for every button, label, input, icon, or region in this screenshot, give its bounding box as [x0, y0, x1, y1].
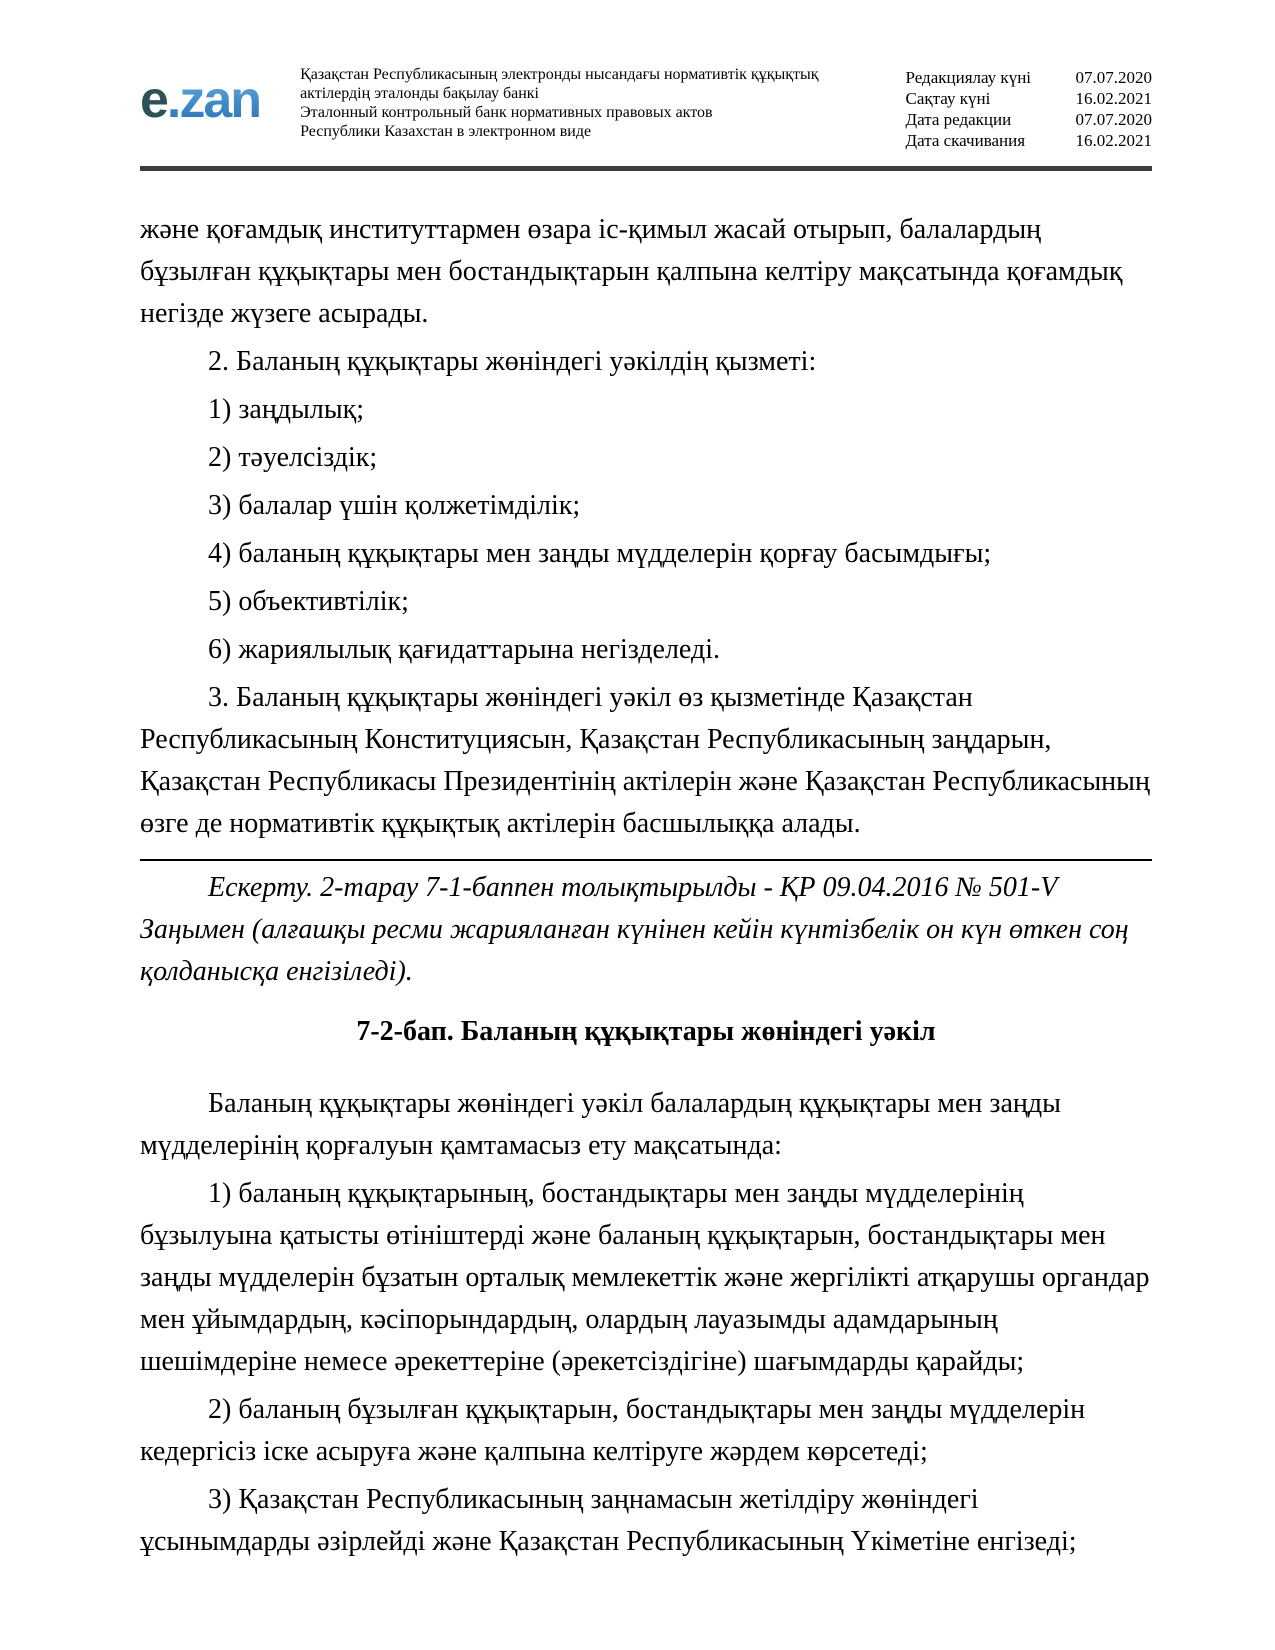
paragraph: 3. Баланың құқықтары жөніндегі уәкіл өз қызметінде Қазақстан Республикасының Конституциясын, Қазақстан Республикасының заңдарын, Қазақстан Республикасы Президентінің актілерін және Қазақстан Республикасының өзге де нормативтік құқықтық актілерін басшылыққа алады. — [140, 682, 1150, 839]
logo-part-e: e — [140, 71, 167, 129]
paragraph: 3) балалар үшін қолжетімділік; — [208, 490, 581, 521]
date-label: Сақтау күні — [905, 89, 991, 108]
paragraph: 3) Қазақстан Республикасының заңнамасын жетілдіру жөніндегі ұсынымдарды әзірлейді және Қазақстан Республикасының Үкіметіне енгізеді; — [140, 1484, 1077, 1557]
document-body — [140, 209, 1152, 1563]
paragraph: және қоғамдық институттармен өзара іс-қимыл жасай отырып, балалардың бұзылған құқықтары мен бостандықтарын қалпына келтіру мақсатында қоғамдық негізде жүзеге асырады. — [140, 214, 1123, 329]
section-heading: 7-2-бап. Баланың құқықтары жөніндегі уәкіл — [356, 1016, 936, 1047]
paragraph: 4) баланың құқықтары мен заңды мүдделерін қорғау басымдығы; — [208, 538, 992, 569]
header-title-russian: Эталонный контрольный банк нормативных правовых актов Республики Казахстан в электронном виде — [300, 104, 713, 140]
paragraph: 2) баланың бұзылған құқықтарын, бостандықтары мен заңды мүдделерін кедергісіз іске асыруға және қалпына келтіруге жәрдем көрсетеді; — [140, 1394, 1086, 1467]
date-value: 07.07.2020 — [1075, 68, 1152, 87]
date-row — [906, 88, 1153, 109]
date-value: 16.02.2021 — [1075, 89, 1152, 108]
date-label: Дата скачивания — [905, 131, 1026, 150]
section-divider — [140, 859, 1152, 861]
header-divider — [140, 166, 1152, 171]
date-value: 07.07.2020 — [1075, 110, 1152, 129]
document-header — [140, 58, 1152, 151]
paragraph: Ескерту. 2-тарау 7-1-баппен толықтырылды - ҚР 09.04.2016 № 501-V Заңымен (алғашқы ресми жарияланған күнінен кейін күнтізбелік он күн өткен соң қолданысқа енгізіледі). — [140, 872, 1129, 987]
paragraph: Баланың құқықтары жөніндегі уәкіл балалардың құқықтары мен заңды мүдделерінің қорғалуын қамтамасыз ету мақсатында: — [140, 1088, 1061, 1161]
header-title-kazakh: Қазақстан Республикасының электронды нысандағы нормативтік құқықтық актілердің эталонды бақылау банкі — [300, 66, 819, 102]
date-row — [906, 109, 1153, 130]
header-title-block — [300, 58, 845, 141]
date-label: Редакциялау күні — [905, 68, 1032, 87]
paragraph: 6) жариялылық қағидаттарына негізделеді. — [208, 634, 721, 665]
header-dates-table — [906, 58, 1153, 151]
ezan-logo — [140, 71, 261, 129]
date-row — [906, 67, 1153, 88]
paragraph: 1) баланың құқықтарының, бостандықтары мен заңды мүдделерінің бұзылуына қатысты өтініштерді және баланың құқықтарын, бостандықтары мен заңды мүдделерін бұзатын орталық мемлекеттік және жергілікті атқарушы органдар мен ұйымдардың, кәсіпорындардың, олардың лауазымды адамдарының шешімдеріне немесе әрекеттеріне (әрекетсіздігіне) шағымдарды қарайды; — [140, 1178, 1150, 1377]
paragraph: 5) объективтілік; — [208, 586, 409, 617]
paragraph: 2) тәуелсіздік; — [208, 442, 378, 473]
date-row — [906, 130, 1153, 151]
paragraph: 2. Баланың құқықтары жөніндегі уәкілдің қызметі: — [208, 346, 817, 377]
paragraph: 1) заңдылық; — [208, 394, 365, 425]
logo-part-zan: .zan — [166, 71, 261, 129]
date-label: Дата редакции — [905, 110, 1012, 129]
date-value: 16.02.2021 — [1075, 131, 1152, 150]
